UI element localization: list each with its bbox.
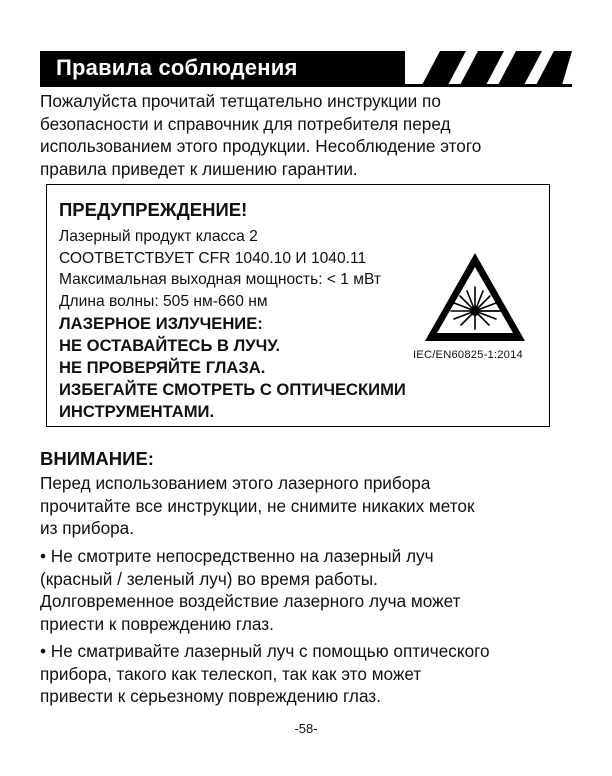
header-underline bbox=[40, 84, 572, 87]
warning-line: СООТВЕТСТВУЕТ CFR 1040.10 И 1040.11 bbox=[59, 249, 367, 267]
caution-line: • Не смотрите непосредственно на лазерный луч bbox=[40, 546, 434, 566]
warning-text bbox=[59, 226, 406, 423]
warning-box bbox=[46, 184, 550, 427]
caution-line: (красный / зеленый луч) во время работы. bbox=[40, 568, 378, 589]
warning-line: Длина волны: 505 нм-660 нм bbox=[59, 292, 268, 310]
caution-paragraph-1 bbox=[40, 472, 580, 540]
caution-line: Перед использованием этого лазерного прибора bbox=[40, 473, 431, 493]
standard-label: IEC/EN60825-1:2014 bbox=[413, 349, 523, 361]
header-title: Правила соблюдения bbox=[56, 55, 298, 80]
warning-line: Максимальная выходная мощность: < 1 мВт bbox=[59, 271, 382, 288]
caution-line: прибора, такого как телескоп, так как это может bbox=[40, 663, 422, 684]
page-number: -58- bbox=[294, 721, 318, 736]
warning-bold-line: ИНСТРУМЕНТАМИ. bbox=[59, 402, 215, 421]
intro-line: безопасности и справочник для потребителя перед bbox=[40, 113, 451, 134]
caution-paragraph-3 bbox=[40, 640, 580, 708]
warning-line: Лазерный продукт класса 2 bbox=[59, 228, 258, 245]
caution-line: привести к серьезному повреждению глаз. bbox=[40, 686, 381, 706]
caution-line: приести к повреждению глаз. bbox=[40, 613, 274, 634]
intro-line: Пожалуйста прочитай тетщательно инструкции по bbox=[40, 91, 441, 111]
laser-hazard-icon bbox=[423, 251, 527, 343]
caution-title: ВНИМАНИЕ: bbox=[40, 448, 154, 469]
caution-line: прочитайте все инструкции, не снимите никаких меток bbox=[40, 495, 475, 516]
section-header bbox=[40, 51, 572, 85]
caution-paragraph-2 bbox=[40, 545, 580, 635]
caution-line: Долговременное воздействие лазерного луча может bbox=[40, 591, 461, 611]
caution-line: из прибора. bbox=[40, 518, 135, 538]
caution-line: • Не сматривайте лазерный луч с помощью оптического bbox=[40, 641, 490, 661]
header-stripes-decoration bbox=[400, 51, 572, 85]
intro-line: использованием этого продукции. Несоблюдение этого bbox=[40, 136, 482, 156]
intro-paragraph bbox=[40, 90, 580, 180]
warning-bold-line: НЕ ОСТАВАЙТЕСЬ В ЛУЧУ. bbox=[59, 336, 281, 355]
intro-line: правила приведет к лишению гарантии. bbox=[40, 158, 358, 179]
warning-title: ПРЕДУПРЕЖДЕНИЕ! bbox=[59, 199, 248, 220]
warning-bold-line: НЕ ПРОВЕРЯЙТЕ ГЛАЗА. bbox=[59, 358, 266, 377]
warning-bold-line: ИЗБЕГАЙТЕ СМОТРЕТЬ С ОПТИЧЕСКИМИ bbox=[59, 380, 406, 399]
warning-bold-line: ЛАЗЕРНОЕ ИЗЛУЧЕНИЕ: bbox=[59, 314, 263, 333]
